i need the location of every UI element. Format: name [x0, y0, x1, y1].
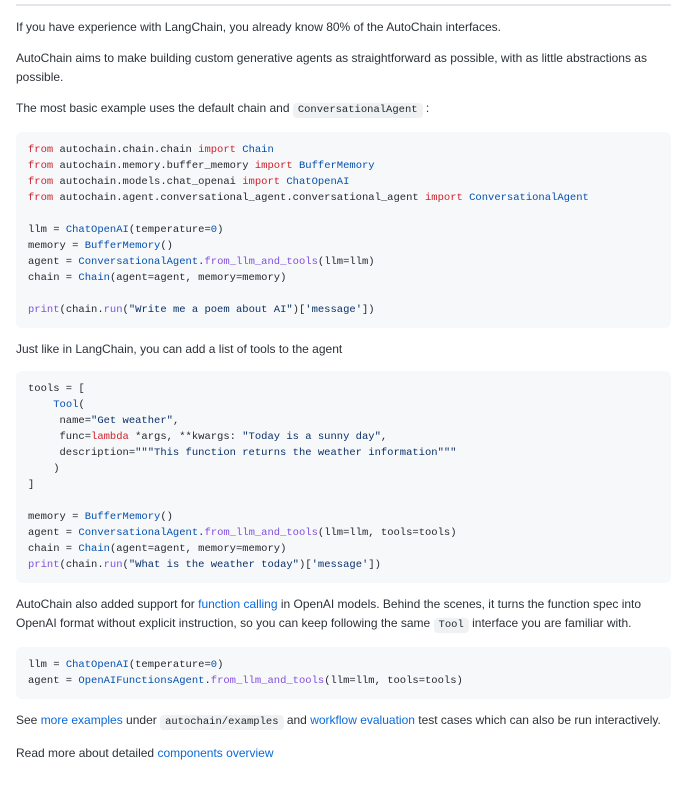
- text-run: See: [16, 713, 41, 727]
- code-token: (: [78, 399, 85, 411]
- code-line: [28, 673, 659, 689]
- code-token: (temperature=: [128, 659, 211, 671]
- code-token: from_llm_and_tools: [204, 527, 318, 539]
- code-token: ): [217, 224, 224, 236]
- code-token: )[: [292, 304, 306, 316]
- code-token: run: [103, 304, 123, 316]
- code-token: (llm=llm, tools=tools): [324, 675, 463, 687]
- paragraph: [16, 99, 671, 120]
- code-token: import: [424, 192, 463, 204]
- code-token: from: [28, 176, 54, 188]
- code-token: Tool: [53, 399, 79, 411]
- readme-content: [16, 18, 671, 763]
- code-line: [28, 445, 659, 461]
- code-token: (agent=agent, memory=memory): [109, 543, 287, 555]
- code-token: memory =: [28, 511, 85, 523]
- code-line: [28, 206, 659, 222]
- code-token: (): [160, 511, 173, 523]
- code-token: ]: [28, 479, 35, 491]
- code-token: description=: [28, 447, 136, 459]
- components-overview-link[interactable]: components overview: [157, 746, 274, 760]
- function-calling-link[interactable]: function calling: [198, 597, 278, 611]
- code-token: "Today is a sunny day": [242, 431, 381, 443]
- code-line: [28, 238, 659, 254]
- code-token: Chain: [78, 543, 110, 555]
- code-token: ConversationalAgent: [78, 527, 199, 539]
- code-line: [28, 142, 659, 158]
- code-token: "Write me a poem about AI": [128, 304, 293, 316]
- text-run: The most basic example uses the default chain and: [16, 101, 293, 115]
- code-token: chain =: [28, 272, 79, 284]
- text-run: Just like in LangChain, you can add a list of tools to the agent: [16, 342, 343, 356]
- code-line: [28, 557, 659, 573]
- code-line: [28, 190, 659, 206]
- code-token: OpenAIFunctionsAgent: [78, 675, 205, 687]
- code-token: lambda: [91, 431, 129, 443]
- code-token: import: [198, 144, 236, 156]
- code-token: ConversationalAgent: [469, 192, 589, 204]
- code-token: name=: [28, 415, 92, 427]
- code-line: [28, 254, 659, 270]
- code-token: "Get weather": [91, 415, 173, 427]
- code-block: [16, 132, 671, 328]
- text-run: under: [122, 713, 161, 727]
- code-token: BufferMemory: [298, 160, 375, 172]
- paragraph: [16, 711, 671, 732]
- code-token: (llm=llm): [317, 256, 375, 268]
- code-token: (llm=llm, tools=tools): [317, 527, 457, 539]
- code-line: [28, 509, 659, 525]
- text-run: Read more about detailed: [16, 746, 158, 760]
- inline-code: autochain/examples: [160, 715, 283, 730]
- code-token: from: [28, 160, 54, 172]
- code-line: [28, 158, 659, 174]
- readme-page: [0, 4, 687, 763]
- code-token: func=: [28, 431, 92, 443]
- code-token: BufferMemory: [84, 511, 161, 523]
- code-token: ]): [368, 559, 381, 571]
- code-line: [28, 286, 659, 302]
- code-token: [28, 399, 53, 411]
- code-token: (temperature=: [128, 224, 211, 236]
- code-token: memory =: [28, 240, 85, 252]
- code-line: [28, 657, 659, 673]
- code-token: agent =: [28, 256, 79, 268]
- more-examples-link[interactable]: more examples: [40, 713, 123, 727]
- code-token: BufferMemory: [84, 240, 161, 252]
- code-token: 0: [210, 224, 218, 236]
- code-token: agent =: [28, 527, 79, 539]
- text-run: interface you are familiar with.: [468, 616, 632, 630]
- section-divider: [16, 4, 671, 6]
- paragraph: [16, 744, 671, 763]
- code-token: autochain.models.chat_openai: [53, 176, 243, 188]
- code-token: *args, **kwargs:: [128, 431, 243, 443]
- text-run: test cases which can also be run interactively.: [414, 713, 661, 727]
- paragraph: [16, 595, 671, 635]
- code-token: 0: [210, 659, 218, 671]
- code-token: (): [160, 240, 173, 252]
- code-line: [28, 413, 659, 429]
- code-token: (: [122, 304, 129, 316]
- code-block: [16, 647, 671, 699]
- code-token: print: [28, 559, 60, 571]
- code-block: [16, 371, 671, 583]
- code-token: autochain.agent.conversational_agent.conversational_agent: [53, 192, 425, 204]
- code-line: [28, 222, 659, 238]
- code-token: ): [217, 659, 224, 671]
- text-run: If you have experience with LangChain, you already know 80% of the AutoChain interfaces.: [16, 20, 501, 34]
- code-token: run: [103, 559, 123, 571]
- code-token: llm =: [28, 659, 66, 671]
- text-run: in OpenAI models. Behind the scenes, it turns the function spec into OpenAI format without explicit instruction, so you can keep following the same: [16, 597, 642, 630]
- code-token: ,: [172, 415, 180, 427]
- text-run: AutoChain aims to make building custom generative agents as straightforward as possible, with as little abstractions as possible.: [16, 51, 647, 84]
- code-line: [28, 541, 659, 557]
- code-token: .: [198, 256, 205, 268]
- paragraph: [16, 18, 671, 37]
- code-line: [28, 429, 659, 445]
- code-token: "What is the weather today": [128, 559, 299, 571]
- code-line: [28, 477, 659, 493]
- code-token: .: [198, 527, 205, 539]
- code-token: import: [242, 176, 281, 188]
- code-token: ]): [362, 304, 375, 316]
- code-token: Chain: [78, 272, 110, 284]
- code-line: [28, 397, 659, 413]
- code-token: import: [254, 160, 293, 172]
- code-token: ): [28, 463, 60, 475]
- code-token: 'message': [311, 559, 369, 571]
- code-token: ChatOpenAI: [65, 659, 129, 671]
- code-token: agent =: [28, 675, 79, 687]
- paragraph: [16, 340, 671, 359]
- code-token: chain =: [28, 543, 79, 555]
- workflow-evaluation-link[interactable]: workflow evaluation: [310, 713, 415, 727]
- code-token: print: [28, 304, 60, 316]
- code-line: [28, 493, 659, 509]
- code-token: from: [28, 192, 54, 204]
- code-line: [28, 525, 659, 541]
- code-token: from: [28, 144, 54, 156]
- code-line: [28, 381, 659, 397]
- code-token: (agent=agent, memory=memory): [109, 272, 287, 284]
- code-token: ChatOpenAI: [65, 224, 129, 236]
- code-line: [28, 270, 659, 286]
- code-line: [28, 461, 659, 477]
- code-token: ChatOpenAI: [286, 176, 350, 188]
- code-token: from_llm_and_tools: [210, 675, 325, 687]
- code-token: autochain.chain.chain: [53, 144, 199, 156]
- inline-code: Tool: [434, 618, 469, 633]
- code-token: """This function returns the weather information""": [135, 447, 457, 459]
- code-token: (chain.: [59, 559, 104, 571]
- code-token: autochain.memory.buffer_memory: [53, 160, 255, 172]
- code-token: llm =: [28, 224, 66, 236]
- text-run: :: [422, 101, 430, 115]
- code-token: )[: [298, 559, 312, 571]
- code-token: tools = [: [28, 383, 85, 395]
- code-token: ,: [380, 431, 388, 443]
- code-token: (: [122, 559, 129, 571]
- code-token: Chain: [242, 144, 274, 156]
- text-run: and: [283, 713, 311, 727]
- code-line: [28, 302, 659, 318]
- code-line: [28, 174, 659, 190]
- code-token: ConversationalAgent: [78, 256, 199, 268]
- code-token: from_llm_and_tools: [204, 256, 318, 268]
- inline-code: ConversationalAgent: [293, 103, 423, 118]
- code-token: (chain.: [59, 304, 104, 316]
- text-run: AutoChain also added support for: [16, 597, 199, 611]
- code-token: .: [204, 675, 211, 687]
- code-token: 'message': [305, 304, 362, 316]
- paragraph: [16, 49, 671, 87]
